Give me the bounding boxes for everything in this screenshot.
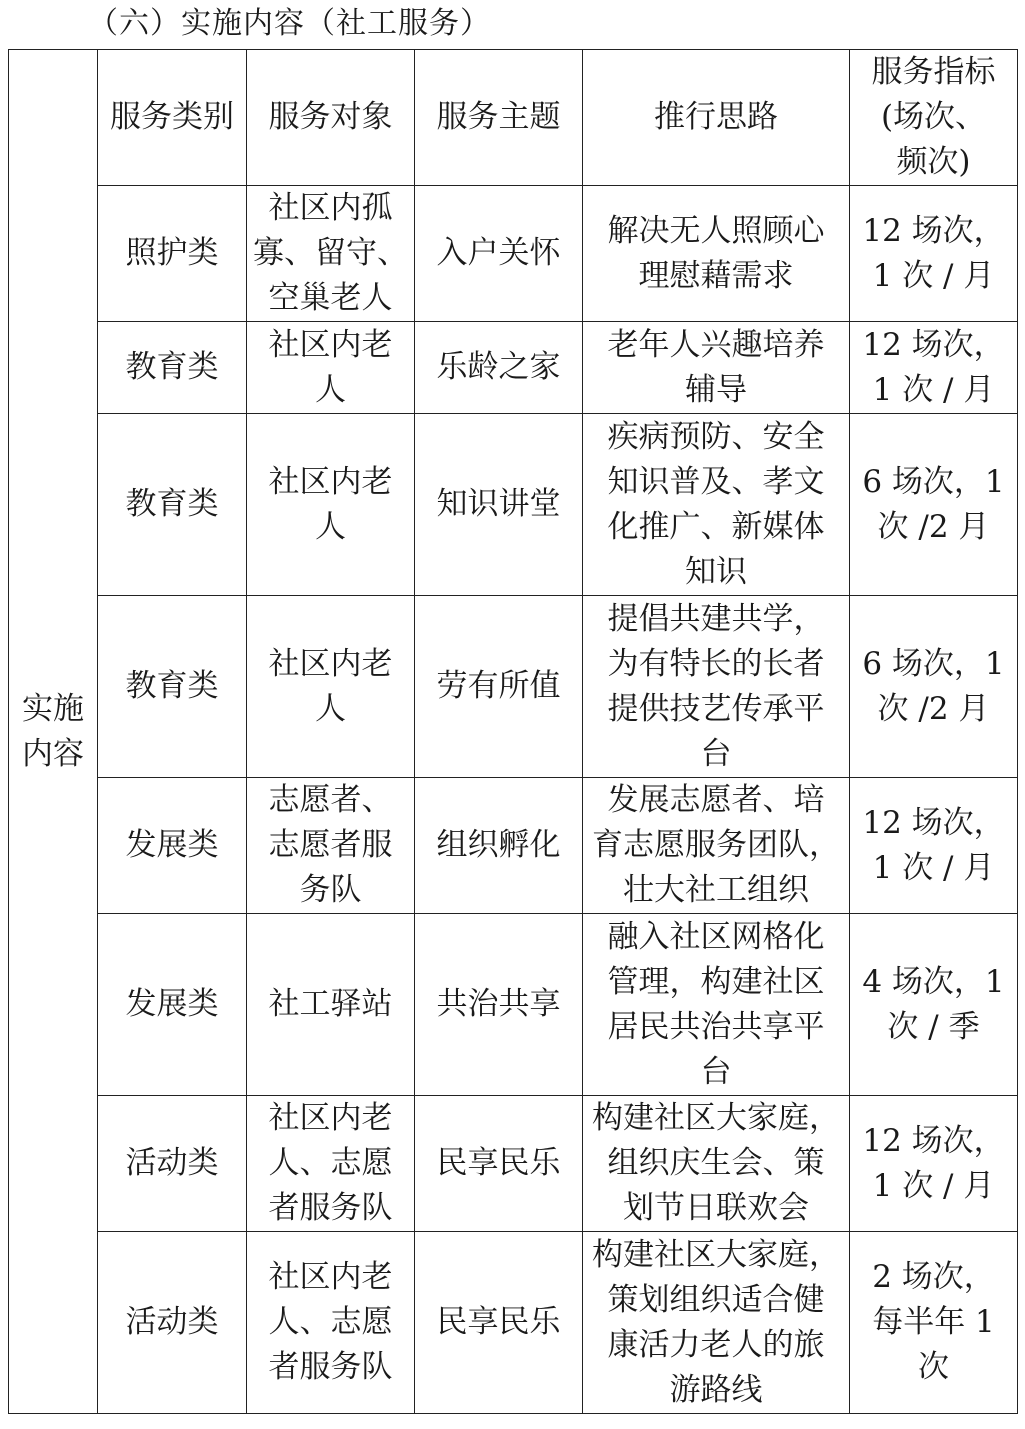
approach-cell — [583, 596, 850, 778]
target-cell — [247, 596, 415, 778]
cell-line: 融入社区网格化 — [607, 918, 825, 955]
cell-line: 务队 — [299, 872, 362, 908]
indicator-cell — [850, 322, 1018, 414]
category-cell: 教育类 — [98, 414, 247, 596]
target-cell — [247, 914, 415, 1096]
cell-line: 志愿者、 — [268, 782, 393, 818]
side-label-line: 实施 — [22, 690, 84, 727]
target-cell — [247, 414, 415, 596]
table-row — [9, 322, 1018, 414]
header-line: 服务指标 — [871, 54, 996, 90]
cell-line: 提倡共建共学， — [607, 600, 825, 637]
target-cell — [247, 1096, 415, 1232]
category-cell: 活动类 — [98, 1096, 247, 1232]
cell-line: 提供技艺传承平 — [607, 690, 825, 727]
cell-line: 社区内老 — [268, 1259, 393, 1295]
table-row — [9, 186, 1018, 322]
cell-line: 构建社区大家庭， — [592, 1236, 840, 1273]
cell-line: 发展志愿者、培 — [607, 782, 825, 818]
cell-line: 化推广、新媒体 — [607, 508, 825, 545]
table-row — [9, 1096, 1018, 1232]
cell-line: 1 次 / 月 — [872, 371, 995, 408]
cell-line: 寡、留守、 — [253, 235, 408, 271]
theme-cell: 组织孵化 — [415, 778, 583, 914]
cell-line: 志愿者服 — [268, 827, 393, 863]
cell-line: 知识 — [685, 553, 747, 590]
cell-line: 者服务队 — [268, 1349, 393, 1385]
cell-line: 为有特长的长者 — [607, 645, 825, 682]
cell-line: 6 场次，1 — [862, 645, 1005, 682]
cell-line: 老年人兴趣培养 — [607, 326, 825, 363]
cell-line: 1 次 / 月 — [872, 257, 995, 294]
cell-line: 组织庆生会、策 — [607, 1145, 825, 1181]
indicator-cell — [850, 596, 1018, 778]
cell-line: 社区内老 — [268, 326, 393, 363]
category-cell: 发展类 — [98, 778, 247, 914]
cell-line: 人、志愿 — [268, 1145, 393, 1181]
cell-line: 构建社区大家庭， — [592, 1100, 840, 1136]
cell-line: 每半年 1 — [872, 1304, 995, 1340]
cell-line: 1 次 / 月 — [872, 849, 995, 886]
cell-line: 空巢老人 — [268, 280, 393, 316]
approach-cell — [583, 186, 850, 322]
category-cell: 教育类 — [98, 596, 247, 778]
cell-line: 次 /2 月 — [877, 690, 990, 727]
cell-line: 6 场次，1 — [862, 463, 1005, 500]
theme-cell: 乐龄之家 — [415, 322, 583, 414]
cell-line: 知识普及、孝文 — [607, 463, 825, 500]
cell-line: 策划组织适合健 — [607, 1281, 825, 1318]
table-row — [9, 596, 1018, 778]
header-row — [9, 50, 1018, 186]
cell-line: 辅导 — [685, 371, 747, 408]
cell-line: 12 场次， — [862, 804, 1005, 841]
cell-line: 次 /2 月 — [877, 508, 990, 545]
cell-line: 台 — [700, 735, 732, 772]
cell-line: 12 场次， — [862, 1122, 1005, 1159]
header-line: (场次、 — [880, 99, 987, 135]
indicator-cell — [850, 1232, 1018, 1414]
approach-cell — [583, 414, 850, 596]
table-row — [9, 414, 1018, 596]
cell-line: 疾病预防、安全 — [607, 418, 825, 455]
cell-line: 12 场次， — [862, 212, 1005, 249]
category-cell: 教育类 — [98, 322, 247, 414]
cell-line: 人 — [315, 371, 346, 408]
indicator-cell — [850, 414, 1018, 596]
category-cell: 照护类 — [98, 186, 247, 322]
theme-cell: 入户关怀 — [415, 186, 583, 322]
cell-line: 4 场次，1 — [862, 963, 1005, 1000]
column-header-category: 服务类别 — [98, 50, 247, 186]
cell-line: 人 — [315, 690, 346, 727]
table-row — [9, 1232, 1018, 1414]
cell-line: 解决无人照顾心 — [607, 212, 825, 249]
theme-cell: 民享民乐 — [415, 1232, 583, 1414]
cell-line: 社区内老 — [268, 645, 393, 682]
approach-cell — [583, 1232, 850, 1414]
category-cell: 活动类 — [98, 1232, 247, 1414]
theme-cell: 劳有所值 — [415, 596, 583, 778]
indicator-cell — [850, 778, 1018, 914]
cell-line: 育志愿服务团队， — [592, 827, 840, 863]
approach-cell — [583, 914, 850, 1096]
cell-line: 社区内老 — [268, 1100, 393, 1136]
cell-line: 次 / 季 — [887, 1008, 980, 1045]
side-label-line: 内容 — [22, 735, 84, 772]
indicator-cell — [850, 186, 1018, 322]
theme-cell: 民享民乐 — [415, 1096, 583, 1232]
indicator-cell — [850, 914, 1018, 1096]
column-header-approach: 推行思路 — [583, 50, 850, 186]
header-line: 频次) — [896, 144, 971, 180]
cell-line: 次 — [918, 1349, 949, 1385]
service-table — [8, 49, 1018, 1414]
side-label-cell — [9, 50, 98, 1414]
cell-line: 者服务队 — [268, 1190, 393, 1226]
cell-line: 1 次 / 月 — [872, 1167, 995, 1204]
cell-line: 康活力老人的旅 — [607, 1326, 825, 1363]
section-title: （六）实施内容（社工服务） — [88, 6, 491, 41]
cell-line: 社区内老 — [268, 463, 393, 500]
cell-line: 台 — [700, 1053, 732, 1090]
column-header-theme: 服务主题 — [415, 50, 583, 186]
cell-line: 人、志愿 — [268, 1304, 393, 1340]
table-row — [9, 778, 1018, 914]
target-cell — [247, 1232, 415, 1414]
approach-cell — [583, 778, 850, 914]
target-cell — [247, 778, 415, 914]
column-header-indicator — [850, 50, 1018, 186]
category-cell: 发展类 — [98, 914, 247, 1096]
cell-line: 划节日联欢会 — [623, 1190, 809, 1226]
cell-line: 理慰藉需求 — [638, 257, 794, 294]
cell-line: 社区内孤 — [268, 190, 393, 226]
cell-line: 12 场次， — [862, 326, 1005, 363]
cell-line: 居民共治共享平 — [607, 1008, 825, 1045]
theme-cell: 知识讲堂 — [415, 414, 583, 596]
column-header-target: 服务对象 — [247, 50, 415, 186]
approach-cell — [583, 1096, 850, 1232]
target-cell — [247, 322, 415, 414]
cell-line: 社工驿站 — [268, 986, 393, 1022]
approach-cell — [583, 322, 850, 414]
cell-line: 壮大社工组织 — [623, 872, 809, 908]
cell-line: 游路线 — [669, 1371, 763, 1408]
indicator-cell — [850, 1096, 1018, 1232]
cell-line: 人 — [315, 508, 346, 545]
cell-line: 2 场次， — [872, 1259, 995, 1295]
theme-cell: 共治共享 — [415, 914, 583, 1096]
table-row — [9, 914, 1018, 1096]
cell-line: 管理，构建社区 — [607, 963, 825, 1000]
target-cell — [247, 186, 415, 322]
